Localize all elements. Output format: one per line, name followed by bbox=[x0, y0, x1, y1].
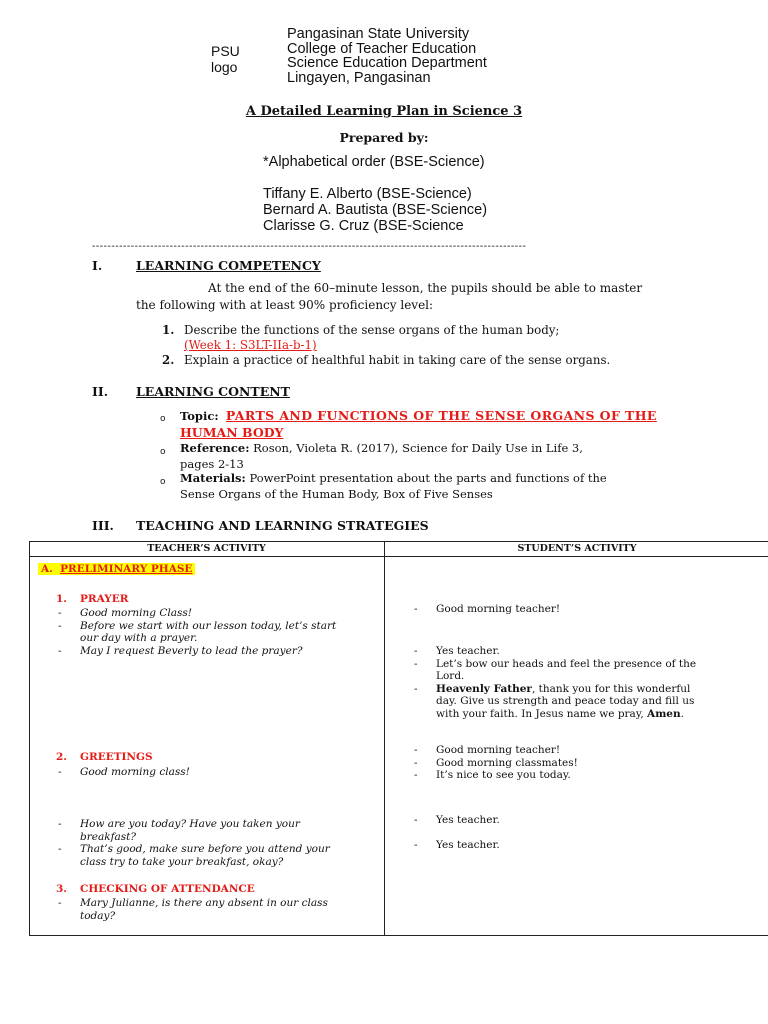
university-block bbox=[287, 27, 487, 85]
teacher-thats-good-line1: That’s good, make sure before you attend your bbox=[80, 843, 330, 855]
student-bow-heads-line2: Lord. bbox=[436, 670, 465, 682]
teacher-greetings-items bbox=[58, 766, 378, 779]
psu-logo-placeholder bbox=[211, 43, 240, 75]
teacher-prayer-line1: Before we start with our lesson today, let’s start bbox=[80, 619, 337, 632]
dash: - bbox=[58, 818, 62, 830]
materials-line1: PowerPoint presentation about the parts and functions of the bbox=[249, 471, 607, 485]
bullet-topic bbox=[160, 410, 166, 428]
heavenly-father: Heavenly Father bbox=[436, 682, 532, 695]
student-nice-to-see: It’s nice to see you today. bbox=[436, 769, 571, 781]
dash: - bbox=[58, 619, 62, 632]
order-note: *Alphabetical order (BSE-Science) bbox=[263, 154, 485, 170]
attendance-title: CHECKING OF ATTENDANCE bbox=[80, 883, 255, 895]
teacher-how-are-you-line1 bbox=[80, 818, 378, 831]
dash: - bbox=[414, 839, 418, 851]
dash: - bbox=[58, 766, 62, 778]
prepared-by-label: Prepared by: bbox=[339, 130, 429, 145]
materials-label: Materials: bbox=[180, 471, 246, 485]
section-3-number: III. bbox=[92, 518, 114, 533]
dash: - bbox=[414, 682, 418, 695]
student-yes-teacher-2: Yes teacher. bbox=[436, 839, 500, 851]
teacher-attendance-items bbox=[58, 897, 378, 922]
department-name: Science Education Department bbox=[287, 55, 487, 72]
bullet-marker: o bbox=[160, 447, 166, 457]
reference-item bbox=[180, 441, 583, 472]
table-column-divider bbox=[384, 541, 385, 936]
objective-2-number: 2. bbox=[162, 353, 175, 367]
document-title: A Detailed Learning Plan in Science 3 bbox=[245, 104, 523, 119]
bullet-marker: o bbox=[160, 477, 166, 487]
student-greetings-items-3 bbox=[414, 839, 764, 852]
teacher-mary-julianne-line2: today? bbox=[80, 909, 116, 922]
author-3: Clarisse G. Cruz (BSE-Science bbox=[263, 218, 464, 234]
section-3-title: TEACHING AND LEARNING STRATEGIES bbox=[136, 518, 429, 533]
author-2: Bernard A. Bautista (BSE-Science) bbox=[263, 202, 488, 218]
dash: - bbox=[58, 644, 62, 657]
teacher-prayer-items bbox=[58, 607, 378, 657]
student-yes-teacher-1: Yes teacher. bbox=[436, 814, 500, 826]
dashed-divider: ---------------------------------------------------------------------------------------------------------------- bbox=[92, 241, 527, 252]
competency-para-line1: At the end of the 60–minute lesson, the pupils should be able to master bbox=[208, 281, 643, 295]
section-2-title: LEARNING CONTENT bbox=[136, 384, 290, 399]
authors-block bbox=[263, 154, 487, 234]
dash: - bbox=[414, 645, 418, 657]
greetings-number: 2. bbox=[56, 751, 67, 763]
teacher-request-beverly: May I request Beverly to lead the prayer? bbox=[80, 644, 303, 657]
attendance-number: 3. bbox=[56, 883, 67, 895]
teacher-prayer-line2: our day with a prayer. bbox=[80, 632, 198, 644]
reference-label: Reference: bbox=[180, 441, 250, 455]
student-prayer-items-2 bbox=[414, 645, 764, 720]
teacher-activity-header: TEACHER’S ACTIVITY bbox=[147, 543, 266, 554]
topic-line2: HUMAN BODY bbox=[180, 424, 284, 440]
author-1: Tiffany E. Alberto (BSE-Science) bbox=[263, 186, 472, 202]
student-bow-heads-line1: Let’s bow our heads and feel the presence of the bbox=[436, 657, 697, 670]
objective-1-code: (Week 1: S3LT-IIa-b-1) bbox=[184, 338, 317, 352]
section-1-number: I. bbox=[92, 258, 103, 273]
student-good-morning-classmates: Good morning classmates! bbox=[436, 756, 578, 769]
dash: - bbox=[414, 657, 418, 670]
bullet-reference bbox=[160, 443, 166, 461]
dash: - bbox=[414, 769, 418, 781]
topic-label: Topic: bbox=[180, 409, 219, 423]
how-are-you-text: How are you today? Have you taken your bbox=[80, 818, 300, 830]
prayer-line3: with your faith. In Jesus name we pray, bbox=[436, 707, 644, 720]
prayer-number: 1. bbox=[56, 593, 67, 605]
objective-1-text: Describe the functions of the sense organs of the human body; bbox=[184, 323, 560, 337]
dash: - bbox=[58, 843, 62, 855]
bullet-marker: o bbox=[160, 414, 166, 424]
greetings-title: GREETINGS bbox=[80, 751, 153, 763]
student-greetings-items bbox=[414, 744, 764, 782]
table-header-divider bbox=[29, 556, 768, 557]
materials-item bbox=[180, 471, 607, 502]
dash: - bbox=[414, 756, 418, 769]
activity-table bbox=[29, 541, 768, 936]
dash: - bbox=[414, 603, 418, 615]
phase-letter: A. bbox=[41, 563, 53, 575]
prayer-line1: , thank you for this wonderful bbox=[531, 682, 691, 695]
location: Lingayen, Pangasinan bbox=[287, 69, 431, 86]
teacher-good-morning-class: Good morning class! bbox=[80, 766, 190, 778]
objective-2-text: Explain a practice of healthful habit in taking care of the sense organs. bbox=[184, 353, 611, 367]
student-good-morning-teacher: Good morning teacher! bbox=[436, 744, 561, 756]
student-prayer-items bbox=[414, 603, 764, 616]
preliminary-phase-heading bbox=[38, 563, 195, 575]
teacher-mary-julianne-line1: Mary Julianne, is there any absent in our class bbox=[80, 897, 328, 909]
student-activity-header: STUDENT’S ACTIVITY bbox=[517, 543, 637, 554]
teacher-greetings-items-2 bbox=[58, 818, 378, 868]
logo-line1: PSU bbox=[211, 43, 240, 59]
prayer-line2: day. Give us strength and peace today and fill us bbox=[436, 695, 695, 707]
university-name: Pangasinan State University bbox=[287, 26, 470, 42]
period: . bbox=[680, 707, 684, 720]
student-yes-teacher: Yes teacher. bbox=[436, 645, 500, 657]
teacher-good-morning: Good morning Class! bbox=[80, 607, 192, 619]
student-greetings-items-2 bbox=[414, 814, 764, 827]
dash: - bbox=[414, 814, 418, 826]
reference-line2: pages 2-13 bbox=[180, 456, 244, 471]
section-2-number: II. bbox=[92, 384, 109, 399]
student-good-morning: Good morning teacher! bbox=[436, 603, 561, 615]
topic-item bbox=[180, 408, 678, 440]
dash: - bbox=[58, 607, 62, 619]
materials-line2: Sense Organs of the Human Body, Box of Five Senses bbox=[180, 486, 493, 501]
bullet-materials bbox=[160, 473, 166, 491]
dash: - bbox=[414, 744, 418, 756]
topic-line1: PARTS AND FUNCTIONS OF THE SENSE ORGANS OF THE bbox=[225, 408, 657, 423]
objective-1-number: 1. bbox=[162, 323, 175, 337]
phase-title: PRELIMINARY PHASE bbox=[60, 563, 193, 575]
teacher-thats-good-line2: class try to take your breakfast, okay? bbox=[80, 855, 284, 868]
reference-line1: Roson, Violeta R. (2017), Science for Daily Use in Life 3, bbox=[253, 441, 583, 455]
dash: - bbox=[58, 897, 62, 909]
competency-para-line2: the following with at least 90% proficiency level: bbox=[136, 298, 434, 312]
amen: Amen bbox=[647, 707, 681, 720]
prayer-title: PRAYER bbox=[80, 593, 129, 605]
section-1-title: LEARNING COMPETENCY bbox=[136, 258, 321, 273]
logo-line2: logo bbox=[211, 59, 238, 75]
college-name: College of Teacher Education bbox=[287, 40, 477, 57]
teacher-how-are-you-line2: breakfast? bbox=[80, 830, 136, 843]
